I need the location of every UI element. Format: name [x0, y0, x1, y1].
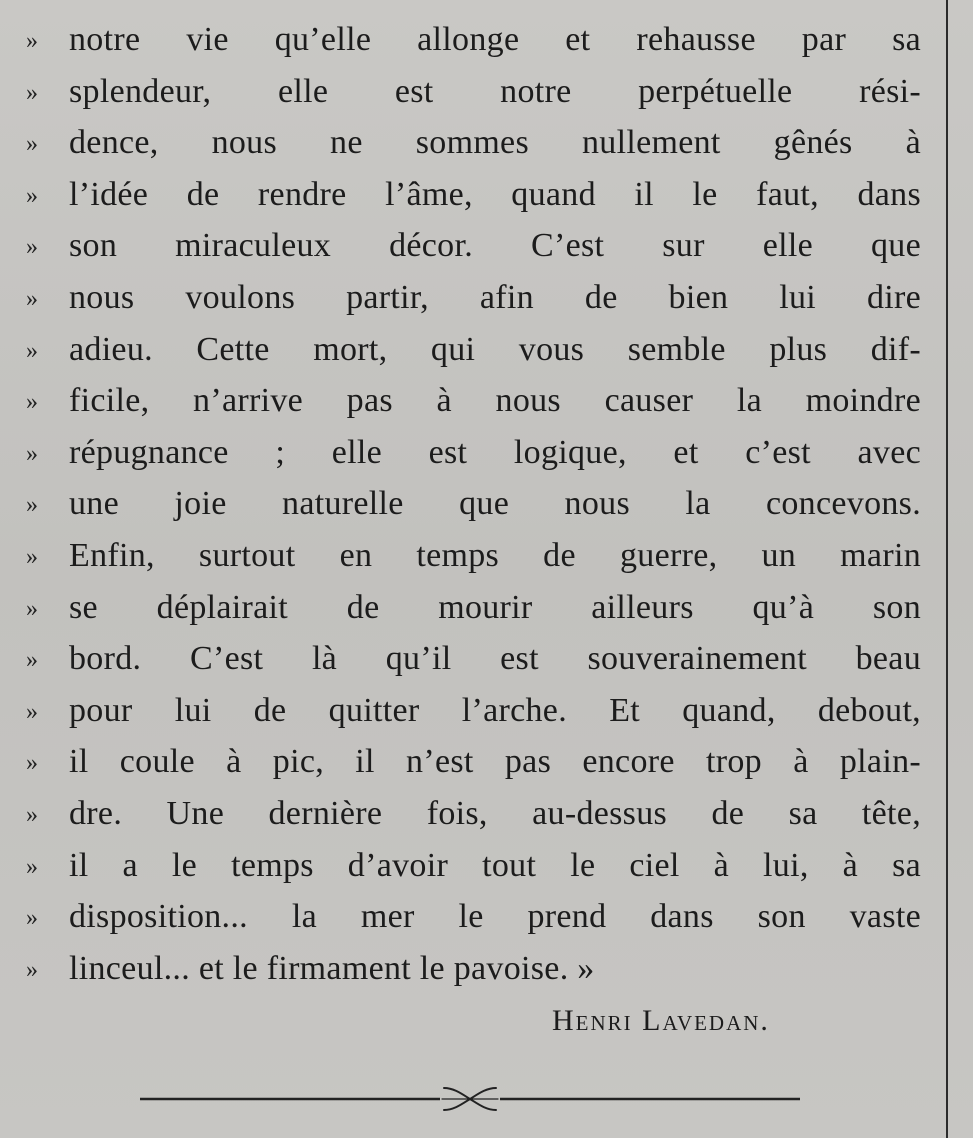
line-text: il coule à pic, il n’est pas encore trop à plain- — [69, 743, 921, 781]
text-line — [26, 14, 921, 66]
text-line — [26, 117, 921, 169]
text-line — [26, 530, 921, 582]
quote-mark: » — [26, 595, 38, 622]
line-text: linceul... et le firmament le pavoise. » — [69, 949, 595, 987]
line-text: son miraculeux décor. C’est sur elle que — [69, 227, 921, 265]
line-text: ficile, n’arrive pas à nous causer la moindre — [69, 382, 921, 420]
text-line — [26, 840, 921, 892]
line-text: dre. Une dernière fois, au-dessus de sa tête, — [69, 794, 921, 832]
quote-mark: » — [26, 440, 38, 467]
text-line — [26, 891, 921, 943]
text-line — [26, 220, 921, 272]
text-line — [26, 324, 921, 376]
quote-mark: » — [26, 750, 38, 777]
text-line — [26, 943, 921, 995]
quote-mark: » — [26, 905, 38, 932]
ornamental-divider — [140, 1080, 800, 1120]
line-text: Enfin, surtout en temps de guerre, un marin — [69, 536, 921, 574]
quote-mark: » — [26, 182, 38, 209]
text-line — [26, 633, 921, 685]
line-text: se déplairait de mourir ailleurs qu’à son — [69, 588, 921, 626]
text-line — [26, 427, 921, 479]
quote-mark: » — [26, 801, 38, 828]
quote-mark: » — [26, 234, 38, 261]
quote-mark: » — [26, 131, 38, 158]
quote-mark: » — [26, 492, 38, 519]
line-text: dence, nous ne sommes nullement gênés à — [69, 124, 921, 162]
line-text: nous voulons partir, afin de bien lui dire — [69, 278, 921, 316]
line-text: notre vie qu’elle allonge et rehausse par sa — [69, 21, 921, 58]
quote-mark: » — [26, 853, 38, 880]
quote-mark: » — [26, 389, 38, 416]
text-line — [26, 169, 921, 221]
line-text: une joie naturelle que nous la concevons. — [69, 485, 921, 523]
text-line — [26, 736, 921, 788]
quote-mark: » — [26, 285, 38, 312]
text-line — [26, 272, 921, 324]
line-text: pour lui de quitter l’arche. Et quand, debout, — [69, 691, 921, 729]
line-text: adieu. Cette mort, qui vous semble plus dif- — [69, 330, 921, 368]
quote-mark: » — [26, 956, 38, 983]
author-signature: Henri Lavedan. — [552, 1004, 770, 1037]
line-text: bord. C’est là qu’il est souverainement beau — [69, 640, 921, 678]
right-margin-rule — [946, 0, 948, 1138]
quote-mark: » — [26, 543, 38, 570]
quote-mark: » — [26, 647, 38, 674]
text-line — [26, 478, 921, 530]
line-text: splendeur, elle est notre perpétuelle rési- — [69, 72, 921, 110]
line-text: l’idée de rendre l’âme, quand il le faut, dans — [69, 175, 921, 213]
text-line — [26, 375, 921, 427]
text-line — [26, 66, 921, 118]
text-line — [26, 582, 921, 634]
quote-mark: » — [26, 28, 38, 54]
quote-mark: » — [26, 698, 38, 725]
line-text: répugnance ; elle est logique, et c’est avec — [69, 433, 921, 471]
quote-mark: » — [26, 79, 38, 106]
line-text: il a le temps d’avoir tout le ciel à lui, à sa — [69, 846, 921, 884]
divider-flourish-icon — [442, 1088, 498, 1110]
line-text: disposition... la mer le prend dans son vaste — [69, 898, 921, 936]
text-line — [26, 685, 921, 737]
quote-mark: » — [26, 337, 38, 364]
quoted-paragraph — [26, 14, 921, 994]
text-line — [26, 788, 921, 840]
